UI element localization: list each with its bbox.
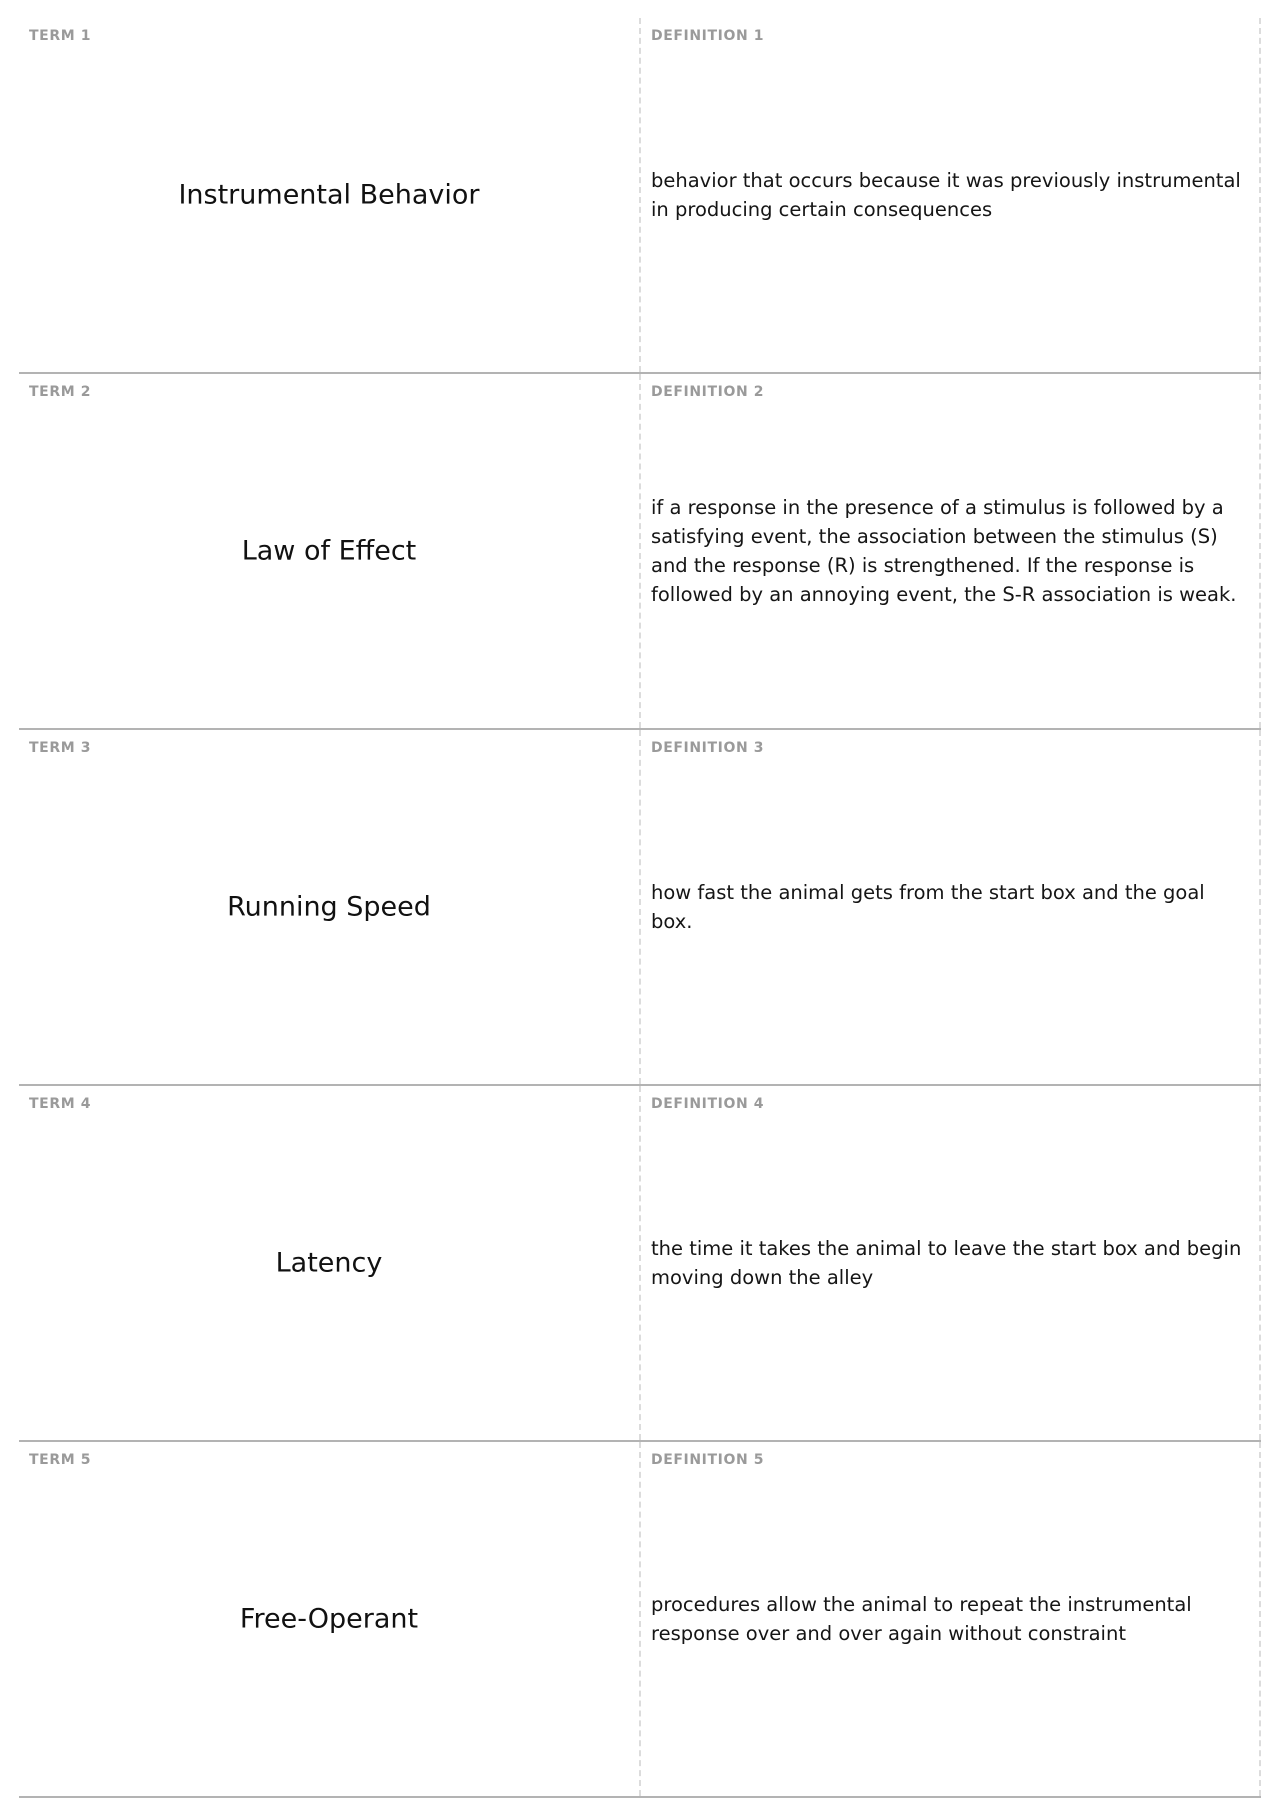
term-text: Running Speed — [227, 891, 431, 923]
flashcard-row — [19, 1442, 1261, 1798]
definition-text: if a response in the presence of a stimulus is followed by a satisfying event, the association between the stimulus (S) and the response (R) is strengthened. If the response is followed by an annoying event, the S-R association is weak. — [651, 496, 1237, 606]
flashcard-row — [19, 18, 1261, 374]
term-label: TERM 1 — [29, 28, 92, 44]
definition-label: DEFINITION 1 — [651, 28, 765, 44]
definition-label: DEFINITION 2 — [651, 384, 765, 400]
definition-text: the time it takes the animal to leave the start box and begin moving down the alley — [651, 1237, 1242, 1289]
definition-cell — [641, 18, 1261, 372]
term-cell — [19, 18, 641, 372]
definition-label: DEFINITION 5 — [651, 1452, 765, 1468]
flashcard-sheet — [19, 18, 1261, 1798]
flashcard-row — [19, 730, 1261, 1086]
term-cell — [19, 730, 641, 1084]
term-text: Free-Operant — [239, 1603, 419, 1635]
term-cell — [19, 374, 641, 728]
flashcard-row — [19, 374, 1261, 730]
definition-text: behavior that occurs because it was previously instrumental in producing certain consequences — [651, 169, 1241, 221]
term-cell — [19, 1442, 641, 1796]
flashcard-row — [19, 1086, 1261, 1442]
definition-label: DEFINITION 3 — [651, 740, 765, 756]
definition-cell — [641, 1086, 1261, 1440]
definition-cell — [641, 374, 1261, 728]
term-label: TERM 3 — [29, 740, 92, 756]
term-text: Instrumental Behavior — [178, 179, 480, 211]
term-label: TERM 5 — [29, 1452, 92, 1468]
definition-text: procedures allow the animal to repeat the instrumental response over and over again without constraint — [651, 1593, 1192, 1645]
term-label: TERM 2 — [29, 384, 92, 400]
term-text: Law of Effect — [241, 535, 417, 567]
term-cell — [19, 1086, 641, 1440]
definition-label: DEFINITION 4 — [651, 1096, 765, 1112]
definition-cell — [641, 730, 1261, 1084]
term-text: Latency — [275, 1247, 383, 1279]
definition-text: how fast the animal gets from the start box and the goal box. — [651, 881, 1205, 933]
term-label: TERM 4 — [29, 1096, 92, 1112]
definition-cell — [641, 1442, 1261, 1796]
